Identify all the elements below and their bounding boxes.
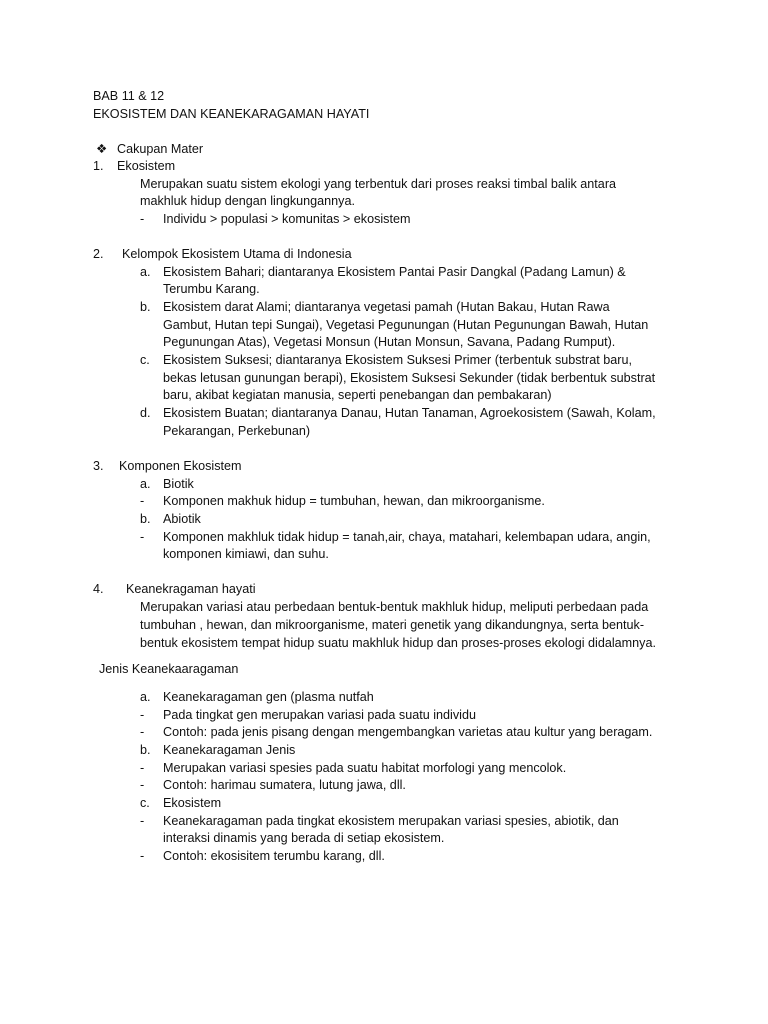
list-item-line: Ekosistem Suksesi; diantaranya Ekosistem Suksesi Primer (terbentuk substrat baru, [163, 353, 632, 367]
section3-title: Komponen Ekosistem [119, 459, 242, 473]
section2-number: 2. [93, 247, 104, 261]
list-marker: b. [140, 743, 151, 757]
list-marker: a. [140, 690, 151, 704]
list-item-line: interaksi dinamis yang berada di setiap ekosistem. [163, 831, 445, 845]
list-marker: - [140, 778, 145, 792]
list-item-line: Ekosistem darat Alami; diantaranya vegetasi pamah (Hutan Bakau, Hutan Rawa [163, 300, 610, 314]
jenis-title: Jenis Keanekaaragaman [99, 662, 239, 676]
list-marker: b. [140, 512, 151, 526]
section1-bullet-marker: - [140, 212, 145, 226]
list-item-line: Contoh: ekosisitem terumbu karang, dll. [163, 849, 385, 863]
section2-title: Kelompok Ekosistem Utama di Indonesia [122, 247, 352, 261]
section4-desc-line: tumbuhan , hewan, dan mikroorganisme, materi genetik yang dikandungnya, serta bentuk- [140, 618, 645, 632]
diamond-bullet-icon: ❖ [96, 142, 108, 156]
heading-title: EKOSISTEM DAN KEANEKARAGAMAN HAYATI [93, 107, 370, 121]
section1-desc-line: makhluk hidup dengan lingkungannya. [140, 194, 355, 208]
cakupan-label: Cakupan Mater [117, 142, 204, 156]
list-marker: a. [140, 265, 151, 279]
list-item-line: Contoh: harimau sumatera, lutung jawa, dll. [163, 778, 406, 792]
list-marker: - [140, 708, 145, 722]
section1-title: Ekosistem [117, 159, 176, 173]
list-item-line: bekas letusan gunungan berapi), Ekosistem Suksesi Sekunder (tidak berbentuk substrat [163, 371, 656, 385]
list-item-line: Keanekaragaman Jenis [163, 743, 296, 757]
list-marker: - [140, 530, 145, 544]
section4-desc-line: Merupakan variasi atau perbedaan bentuk-bentuk makhluk hidup, meliputi perbedaan pada [140, 600, 649, 614]
list-item-line: Ekosistem [163, 796, 222, 810]
heading-bab: BAB 11 & 12 [93, 89, 165, 103]
list-item-line: Ekosistem Bahari; diantaranya Ekosistem Pantai Pasir Dangkal (Padang Lamun) & [163, 265, 626, 279]
list-marker: d. [140, 406, 151, 420]
list-item-line: Keanekaragaman pada tingkat ekosistem merupakan variasi spesies, abiotik, dan [163, 814, 619, 828]
list-item-line: Terumbu Karang. [163, 282, 260, 296]
list-item-line: Pekarangan, Perkebunan) [163, 424, 311, 438]
list-item-line: Contoh: pada jenis pisang dengan mengembangkan varietas atau kultur yang beragam. [163, 725, 653, 739]
list-marker: b. [140, 300, 151, 314]
list-item-line: Ekosistem Buatan; diantaranya Danau, Hutan Tanaman, Agroekosistem (Sawah, Kolam, [163, 406, 656, 420]
section1-number: 1. [93, 159, 104, 173]
list-marker: c. [140, 796, 150, 810]
list-item-line: baru, akibat kegiatan manusia, seperti penebangan dan pembakaran) [163, 388, 552, 402]
list-marker: - [140, 494, 145, 508]
list-marker: - [140, 849, 145, 863]
section3-number: 3. [93, 459, 104, 473]
list-marker: - [140, 761, 145, 775]
list-item-line: Keanekaragaman gen (plasma nutfah [163, 690, 374, 704]
list-item-line: Biotik [163, 477, 194, 491]
section4-number: 4. [93, 582, 104, 596]
list-item-line: Pegunungan Atas), Vegetasi Monsun (Hutan Monsun, Savana, Padang Rumput). [163, 335, 616, 349]
list-item-line: Komponen makhuk hidup = tumbuhan, hewan, dan mikroorganisme. [163, 494, 545, 508]
list-item-line: Komponen makhluk tidak hidup = tanah,air, chaya, matahari, kelembapan udara, angin, [163, 530, 651, 544]
list-marker: a. [140, 477, 151, 491]
section4-title: Keanekragaman hayati [126, 582, 256, 596]
list-marker: - [140, 725, 145, 739]
list-item-line: komponen kimiawi, dan suhu. [163, 547, 329, 561]
section4-desc-line: bentuk ekosistem tempat hidup suatu makhluk hidup dan proses-proses ekologi didalamnya. [140, 636, 656, 650]
section1-bullet-text: Individu > populasi > komunitas > ekosistem [163, 212, 411, 226]
list-item-line: Pada tingkat gen merupakan variasi pada suatu individu [163, 708, 476, 722]
section1-desc-line: Merupakan suatu sistem ekologi yang terbentuk dari proses reaksi timbal balik antara [140, 177, 617, 191]
list-item-line: Abiotik [163, 512, 201, 526]
list-item-line: Gambut, Hutan tepi Sungai), Vegetasi Pegunungan (Hutan Pegunungan Bawah, Hutan [163, 318, 649, 332]
list-item-line: Merupakan variasi spesies pada suatu habitat morfologi yang mencolok. [163, 761, 567, 775]
list-marker: c. [140, 353, 150, 367]
list-marker: - [140, 814, 145, 828]
